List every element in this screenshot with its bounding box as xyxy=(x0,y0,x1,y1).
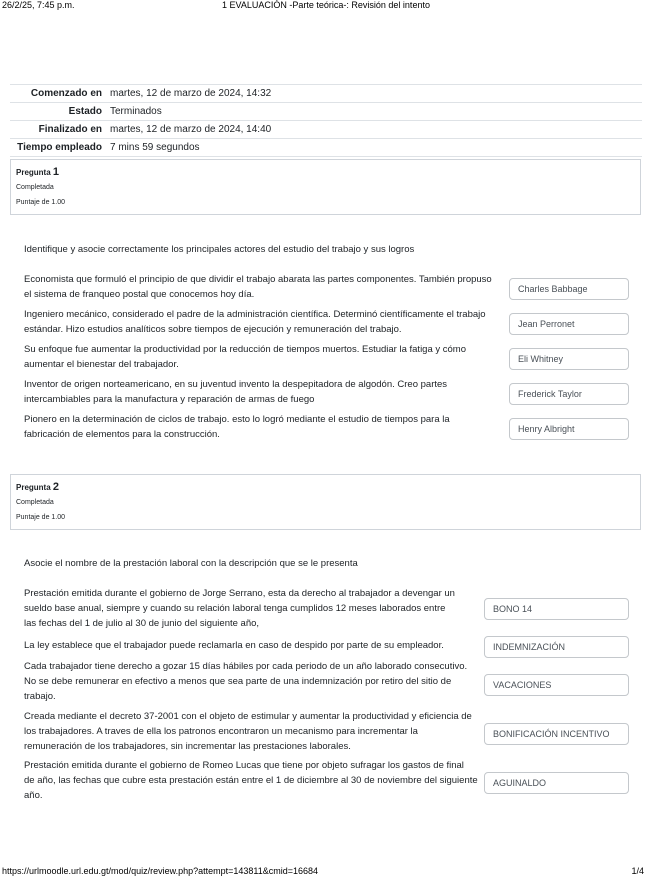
stem-line: de año, las fechas que cubre esta prestación están entre el 1 de diciembre al 30 de noviembre del siguiente xyxy=(24,775,478,786)
match-stem xyxy=(24,709,472,754)
question-state: Completada xyxy=(16,184,54,191)
print-page-number: 1/4 xyxy=(631,866,644,876)
stem-line: año. xyxy=(24,790,43,801)
stem-line: Pionero en la determinación de ciclos de trabajo. esto lo logró mediante el estudio de tiempos para la xyxy=(24,414,450,425)
question-number-value: 2 xyxy=(52,481,60,493)
match-stem xyxy=(24,342,466,372)
stem-line: intercambiables para la manufactura y reparación de armas de fuego xyxy=(24,394,315,405)
match-stem xyxy=(24,377,447,407)
summary-row xyxy=(10,121,642,139)
match-answer-select[interactable]: Frederick Taylor xyxy=(509,383,629,405)
match-stem xyxy=(24,758,478,803)
match-stem xyxy=(24,272,492,302)
question-1-text: Identifique y asocie correctamente los principales actores del estudio del trabajo y sus logros xyxy=(24,244,415,255)
match-answer-select[interactable]: BONIFICACIÓN INCENTIVO xyxy=(484,723,629,745)
match-answer-select[interactable]: AGUINALDO xyxy=(484,772,629,794)
match-answer-select[interactable]: Henry Albright xyxy=(509,418,629,440)
stem-line: Cada trabajador tiene derecho a gozar 15 días hábiles por cada periodo de un año laborado consecutivo. xyxy=(24,661,468,672)
match-stem xyxy=(24,638,444,653)
stem-line: Su enfoque fue aumentar la productividad por la reducción de tiempos muertos. Estudiar la fatiga y cómo xyxy=(24,344,467,355)
stem-line: Prestación emitida durante el gobierno de Jorge Serrano, esta da derecho al trabajador a devengar un xyxy=(24,588,455,599)
summary-row xyxy=(10,139,642,157)
stem-line: remuneración de los trabajadores, sin incrementar las prestaciones laborales. xyxy=(24,741,351,752)
question-1-info xyxy=(10,159,641,215)
print-url: https://urlmoodle.url.edu.gt/mod/quiz/review.php?attempt=143811&cmid=16684 xyxy=(2,866,319,876)
summary-label: Estado xyxy=(68,106,102,117)
stem-line: Inventor de origen norteamericano, en su juventud invento la despepitadora de algodón. Creo partes xyxy=(24,379,448,390)
stem-line: La ley establece que el trabajador puede reclamarla en caso de despido por parte de su empleador. xyxy=(24,640,444,651)
match-stem xyxy=(24,412,450,442)
question-grade: Puntaje de 1.00 xyxy=(16,199,66,206)
attempt-summary-table xyxy=(10,84,642,157)
stem-line: Creada mediante el decreto 37-2001 con el objeto de estimular y aumentar la productividad y eficiencia de xyxy=(24,711,472,722)
print-footer xyxy=(0,867,652,879)
stem-line: No se debe remunerar en efectivo a menos que sea parte de una indemnización por retiro del sitio de xyxy=(24,676,452,687)
summary-label: Finalizado en xyxy=(38,124,102,135)
stem-line: fabricación de elementos para la construcción. xyxy=(24,429,220,440)
stem-line: Prestación emitida durante el gobierno de Romeo Lucas que tiene por objeto sufragar los gastos de final xyxy=(24,760,464,771)
summary-value: martes, 12 de marzo de 2024, 14:40 xyxy=(110,124,272,135)
print-datetime: 26/2/25, 7:45 p.m. xyxy=(2,0,75,10)
match-stem xyxy=(24,586,455,631)
match-answer-select[interactable]: INDEMNIZACIÓN xyxy=(484,636,629,658)
stem-line: sueldo base anual, siempre y cuando su relación laboral tenga cumplidos 12 meses laborados entre xyxy=(24,603,446,614)
match-answer-select[interactable]: BONO 14 xyxy=(484,598,629,620)
question-state: Completada xyxy=(16,499,54,506)
question-number-value: 1 xyxy=(52,166,60,178)
stem-line: las fechas del 1 de julio al 30 de junio del siguiente año, xyxy=(24,618,260,629)
question-label: Pregunta xyxy=(16,168,51,177)
match-answer-select[interactable]: VACACIONES xyxy=(484,674,629,696)
summary-label: Comenzado en xyxy=(30,88,102,99)
question-number xyxy=(16,481,635,493)
match-answer-select[interactable]: Jean Perronet xyxy=(509,313,629,335)
summary-value: 7 mins 59 segundos xyxy=(110,142,200,153)
summary-row xyxy=(10,103,642,121)
stem-line: Economista que formuló el principio de que dividir el trabajo abarata las partes componentes. También propuso xyxy=(24,274,492,285)
summary-row xyxy=(10,85,642,103)
print-header xyxy=(0,0,652,12)
stem-line: trabajo. xyxy=(24,691,56,702)
question-2-info xyxy=(10,474,641,530)
question-2-text: Asocie el nombre de la prestación laboral con la descripción que se le presenta xyxy=(24,558,358,569)
match-stem xyxy=(24,659,467,704)
print-title: 1 EVALUACIÓN -Parte teórica-: Revisión del intento xyxy=(222,0,430,10)
summary-value: martes, 12 de marzo de 2024, 14:32 xyxy=(110,88,272,99)
match-answer-select[interactable]: Charles Babbage xyxy=(509,278,629,300)
match-answer-select[interactable]: Eli Whitney xyxy=(509,348,629,370)
summary-label: Tiempo empleado xyxy=(17,142,102,153)
stem-line: el sistema de franqueo postal que conocemos hoy día. xyxy=(24,289,255,300)
summary-value: Terminados xyxy=(110,106,162,117)
stem-line: Ingeniero mecánico, considerado el padre de la administración científica. Determinó científicamente el trabajo xyxy=(24,309,486,320)
stem-line: los trabajadores. A traves de ella los patronos encontraron un mecanismo para incrementar la xyxy=(24,726,418,737)
question-label: Pregunta xyxy=(16,483,51,492)
question-grade: Puntaje de 1.00 xyxy=(16,514,66,521)
match-stem xyxy=(24,307,486,337)
question-number xyxy=(16,166,635,178)
stem-line: estándar. Hizo estudios analíticos sobre tiempos de ejecución y remuneración del trabajo. xyxy=(24,324,402,335)
stem-line: aumentar el bienestar del trabajador. xyxy=(24,359,179,370)
